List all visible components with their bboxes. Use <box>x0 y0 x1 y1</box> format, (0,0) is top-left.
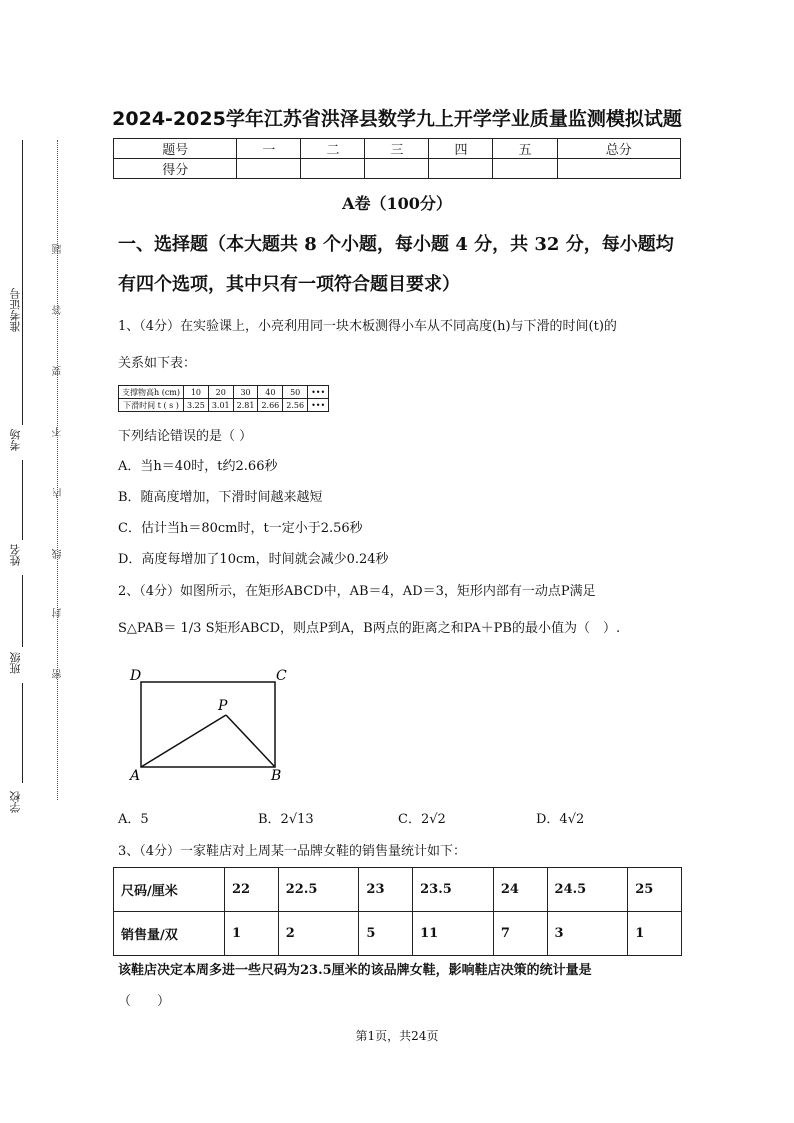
table-cell: 四 <box>429 139 493 159</box>
table-cell: 50 <box>283 386 308 399</box>
q3-stem: 3、（4分）一家鞋店对上周某一品牌女鞋的销售量统计如下： <box>118 844 467 859</box>
side-label-exam-number: 准考证号 <box>9 288 22 332</box>
segment-pa <box>141 715 226 767</box>
table-row <box>119 386 329 399</box>
page-footer: 第1页，共24页 <box>355 1029 439 1043</box>
table-cell: 24.5 <box>547 868 628 912</box>
table-cell: 3 <box>547 912 628 956</box>
table-cell: 二 <box>301 139 365 159</box>
paper-section-a: A卷（100分） <box>342 194 452 213</box>
q3-table <box>113 867 682 956</box>
page-title: 2024-2025学年江苏省洪泽县数学九上开学学业质量监测模拟试题 <box>112 108 682 130</box>
table-cell: 22.5 <box>278 868 359 912</box>
seal-char: 题 <box>53 244 64 254</box>
table-cell: 2.66 <box>258 399 283 412</box>
table-cell: 30 <box>233 386 258 399</box>
score-blank <box>237 159 301 179</box>
table-cell: 销售量/双 <box>114 912 225 956</box>
seal-char: 内 <box>53 488 64 498</box>
label-c: C <box>276 668 287 684</box>
table-row <box>114 139 681 159</box>
section-heading-line2: 有四个选项，其中只有一项符合题目要求） <box>118 274 460 295</box>
table-cell: 一 <box>237 139 301 159</box>
seal-char: 不 <box>53 427 64 437</box>
table-cell: 25 <box>628 868 682 912</box>
table-cell: 3.25 <box>184 399 209 412</box>
label-p: P <box>218 698 228 714</box>
seal-char: 答 <box>53 305 64 315</box>
q2-option-d: D．4√2 <box>536 812 585 827</box>
table-cell: 五 <box>493 139 557 159</box>
table-cell: 5 <box>359 912 413 956</box>
table-cell: 3.01 <box>208 399 233 412</box>
table-cell: 1 <box>628 912 682 956</box>
table-cell: 题号 <box>114 139 237 159</box>
label-b: B <box>271 768 282 784</box>
side-label-name: 姓名 <box>9 544 22 566</box>
rectangle-figure <box>126 664 296 784</box>
seal-char: 线 <box>53 549 64 559</box>
label-a: A <box>130 768 141 784</box>
side-label-class: 班级 <box>9 652 22 674</box>
score-table <box>113 138 681 179</box>
q1-option-a: A．当h＝40时，t约2.66秒 <box>118 459 278 474</box>
q2-option-c: C．2√2 <box>398 812 446 827</box>
table-cell: 2 <box>278 912 359 956</box>
q3-answer-blank: （ ） <box>118 994 171 1009</box>
table-cell: 三 <box>365 139 429 159</box>
q1-table <box>118 385 329 412</box>
table-cell: 24 <box>493 868 547 912</box>
table-cell: 尺码/厘米 <box>114 868 225 912</box>
q2-stem: 2、（4分）如图所示，在矩形ABCD中，AB＝4，AD＝3，矩形内部有一动点P满足 <box>118 584 596 599</box>
q2-option-b: B．2√13 <box>258 812 314 827</box>
table-cell: 11 <box>413 912 494 956</box>
q1-stem-cont: 关系如下表： <box>118 356 197 371</box>
table-cell: 22 <box>225 868 279 912</box>
seal-char: 密 <box>53 669 64 679</box>
table-cell: 40 <box>258 386 283 399</box>
q1-prompt: 下列结论错误的是（ ） <box>118 429 253 444</box>
score-blank <box>429 159 493 179</box>
q3-followup: 该鞋店决定本周多进一些尺码为23.5厘米的该品牌女鞋，影响鞋店决策的统计量是 <box>118 963 592 978</box>
table-cell: 10 <box>184 386 209 399</box>
table-cell: 20 <box>208 386 233 399</box>
table-cell: 得分 <box>114 159 237 179</box>
score-blank <box>301 159 365 179</box>
table-row <box>114 912 682 956</box>
segment-pb <box>226 715 275 767</box>
side-label-exam-room: 考场 <box>9 429 22 451</box>
table-cell: 1 <box>225 912 279 956</box>
q1-option-d: D．高度每增加了10cm，时间就会减少0.24秒 <box>118 552 389 567</box>
table-cell: 7 <box>493 912 547 956</box>
q1-option-c: C．估计当h＝80cm时，t一定小于2.56秒 <box>118 521 363 536</box>
q2-option-a: A．5 <box>118 812 149 827</box>
label-d: D <box>130 668 142 684</box>
q2-stem-cont: S△PAB＝ 1/3 S矩形ABCD，则点P到A，B两点的距离之和PA＋PB的最小值为（ ）. <box>118 621 621 636</box>
table-cell: 23 <box>359 868 413 912</box>
table-cell: 2.81 <box>233 399 258 412</box>
seal-char: 封 <box>53 608 64 618</box>
score-blank <box>365 159 429 179</box>
score-blank <box>493 159 557 179</box>
section-heading-line1: 一、选择题（本大题共 8 个小题，每小题 4 分，共 32 分，每小题均 <box>118 234 674 255</box>
seal-char: 要 <box>53 366 64 376</box>
table-cell: ••• <box>308 399 329 412</box>
side-label-school: 学校 <box>9 791 22 813</box>
table-cell: 2.56 <box>283 399 308 412</box>
table-row <box>119 399 329 412</box>
table-cell: ••• <box>308 386 329 399</box>
table-cell: 下滑时间 t ( s ) <box>119 399 184 412</box>
table-row <box>114 159 681 179</box>
q1-option-b: B．随高度增加，下滑时间越来越短 <box>118 490 323 505</box>
table-row <box>114 868 682 912</box>
table-cell: 支撑物高h (cm) <box>119 386 184 399</box>
table-cell: 23.5 <box>413 868 494 912</box>
score-blank <box>557 159 681 179</box>
table-cell: 总分 <box>557 139 681 159</box>
q1-stem: 1、（4分）在实验课上，小亮利用同一块木板测得小车从不同高度(h)与下滑的时间(t)的 <box>118 319 617 334</box>
